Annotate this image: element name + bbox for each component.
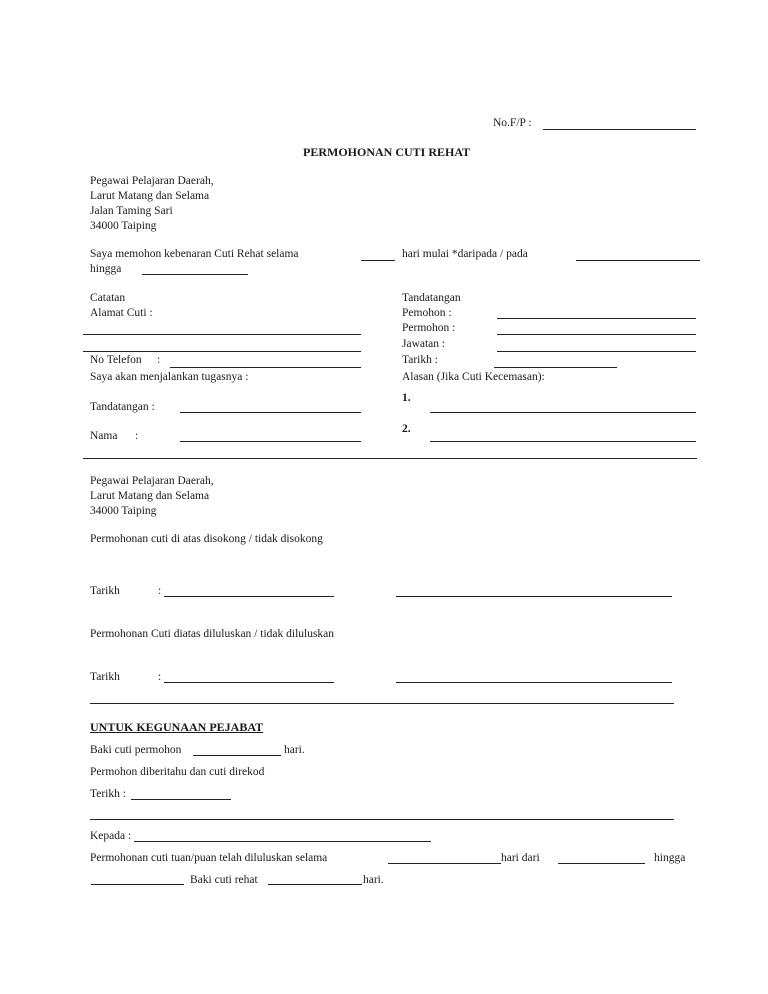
address2-line: Larut Matang dan Selama bbox=[90, 490, 210, 502]
alamat-cuti-label: Alamat Cuti : bbox=[90, 307, 153, 319]
lulus-notice-text: Permohonan cuti tuan/puan telah diluluskan selama bbox=[90, 852, 328, 864]
address2-line: 34000 Taiping bbox=[90, 505, 157, 517]
lulus-from-field[interactable] bbox=[558, 863, 645, 864]
tandatangan-left-label: Tandatangan : bbox=[90, 401, 155, 413]
tarikh-sokong-colon: : bbox=[158, 585, 162, 597]
sokong-signature-field[interactable] bbox=[396, 596, 672, 597]
alasan-label: Alasan (Jika Cuti Kecemasan): bbox=[402, 371, 545, 383]
tandatangan-left-field[interactable] bbox=[180, 412, 361, 413]
alasan-item-2: 2. bbox=[402, 423, 411, 435]
no-telefon-label: No Telefon bbox=[90, 354, 142, 366]
start-date-field[interactable] bbox=[576, 260, 700, 261]
form-title: PERMOHONAN CUTI REHAT bbox=[303, 145, 471, 159]
permohon-field[interactable] bbox=[497, 334, 696, 335]
kepada-field[interactable] bbox=[134, 841, 431, 842]
baki-hari: hari. bbox=[284, 744, 305, 756]
alasan-item-1: 1. bbox=[402, 392, 411, 404]
address1-line: 34000 Taiping bbox=[90, 220, 157, 232]
pemohon-label: Pemohon : bbox=[402, 307, 452, 319]
diberitahu-text: Permohon diberitahu dan cuti direkod bbox=[90, 766, 265, 778]
jawatan-field[interactable] bbox=[497, 351, 696, 352]
nama-colon: : bbox=[135, 430, 139, 442]
nama-field[interactable] bbox=[180, 441, 361, 442]
baki-label: Baki cuti permohon bbox=[90, 744, 182, 756]
baki-field[interactable] bbox=[193, 755, 281, 756]
days-field[interactable] bbox=[361, 260, 395, 261]
alasan-field-1[interactable] bbox=[430, 412, 696, 413]
tugas-label: Saya akan menjalankan tugasnya : bbox=[90, 371, 249, 383]
hingga-text: hingga bbox=[654, 852, 686, 864]
section-divider bbox=[83, 458, 697, 459]
sokong-text: Permohonan cuti di atas disokong / tidak disokong bbox=[90, 533, 323, 545]
terikh-field[interactable] bbox=[131, 799, 231, 800]
ref-field[interactable] bbox=[543, 129, 696, 130]
pemohon-signature-field[interactable] bbox=[497, 318, 696, 319]
terikh-label: Terikh : bbox=[90, 788, 126, 800]
baki-rehat-label: Baki cuti rehat bbox=[190, 874, 258, 886]
no-telefon-field[interactable] bbox=[170, 367, 361, 368]
office-heading: UNTUK KEGUNAAN PEJABAT bbox=[90, 720, 264, 734]
alamat-field[interactable] bbox=[83, 334, 361, 335]
hari-dari-text: hari dari bbox=[501, 852, 540, 864]
tarikh-lulus-label: Tarikh bbox=[90, 671, 120, 683]
request-text: Saya memohon kebenaran Cuti Rehat selama bbox=[90, 248, 299, 260]
address1-line: Larut Matang dan Selama bbox=[90, 190, 210, 202]
alasan-field-2[interactable] bbox=[430, 441, 696, 442]
tarikh-right-field[interactable] bbox=[494, 367, 617, 368]
tarikh-right-label: Tarikh : bbox=[402, 354, 438, 366]
jawatan-label: Jawatan : bbox=[402, 338, 446, 350]
alamat-field[interactable] bbox=[83, 351, 361, 352]
request-mid-text: hari mulai *daripada / pada bbox=[402, 248, 528, 260]
tarikh-sokong-field[interactable] bbox=[164, 596, 334, 597]
permohon-label: Permohon : bbox=[402, 322, 456, 334]
section-divider bbox=[90, 703, 674, 704]
end-date-field[interactable] bbox=[142, 274, 248, 275]
address1-line: Pegawai Pelajaran Daerah, bbox=[90, 175, 214, 187]
lulus-text: Permohonan Cuti diatas diluluskan / tidak diluluskan bbox=[90, 628, 335, 640]
address1-line: Jalan Taming Sari bbox=[90, 205, 173, 217]
tarikh-sokong-label: Tarikh bbox=[90, 585, 120, 597]
address2-line: Pegawai Pelajaran Daerah, bbox=[90, 475, 214, 487]
lulus-to-field[interactable] bbox=[91, 884, 184, 885]
catatan-label: Catatan bbox=[90, 292, 126, 304]
ref-label: No.F/P : bbox=[493, 117, 532, 129]
baki-rehat-hari: hari. bbox=[363, 874, 384, 886]
hingga-label: hingga bbox=[90, 263, 122, 275]
baki-rehat-field[interactable] bbox=[268, 884, 362, 885]
nama-label: Nama bbox=[90, 430, 118, 442]
lulus-duration-field[interactable] bbox=[388, 863, 501, 864]
no-telefon-colon: : bbox=[157, 354, 161, 366]
tarikh-lulus-field[interactable] bbox=[164, 682, 334, 683]
tarikh-lulus-colon: : bbox=[158, 671, 162, 683]
tandatangan-right-label: Tandatangan bbox=[402, 292, 461, 304]
kepada-label: Kepada : bbox=[90, 830, 132, 842]
lulus-signature-field[interactable] bbox=[396, 682, 672, 683]
section-divider bbox=[90, 819, 674, 820]
